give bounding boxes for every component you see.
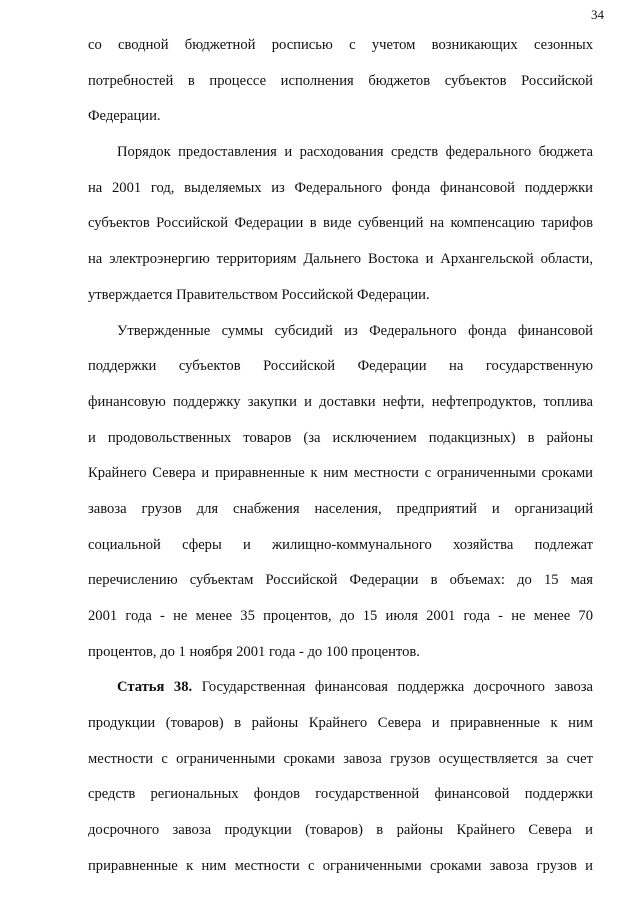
text-line: Утвержденные суммы субсидий из Федерального фонда финансовой	[117, 322, 593, 339]
article-first-line	[88, 670, 593, 706]
article-label: Статья 38.	[117, 679, 193, 696]
text-line: Порядок предоставления и расходования средств федерального бюджета	[117, 144, 593, 161]
text-line: потребностей в процессе исполнения бюджетов субъектов Российской	[88, 72, 593, 89]
article-text: Государственная финансовая поддержка досрочного завоза	[201, 679, 593, 696]
text-line: досрочного завоза продукции (товаров) в районы Крайнего Севера и	[88, 822, 593, 839]
text-line: завоза грузов для снабжения населения, предприятий и организаций	[88, 500, 593, 517]
text-line: на электроэнергию территориям Дальнего Востока и Архангельской области,	[88, 251, 593, 268]
text-line: 2001 года - не менее 35 процентов, до 15 июля 2001 года - не менее 70	[88, 608, 593, 624]
text-line: поддержки субъектов Российской Федерации на государственную	[88, 358, 593, 375]
text-line: местности с ограниченными сроками завоза грузов осуществляется за счет	[88, 750, 593, 767]
text-line: процентов, до 1 ноября 2001 года - до 100 процентов.	[88, 643, 420, 660]
text-line: средств региональных фондов государственной финансовой поддержки	[88, 786, 593, 803]
text-line: на 2001 год, выделяемых из Федерального фонда финансовой поддержки	[88, 179, 593, 196]
text-line: перечислению субъектам Российской Федерации в объемах: до 15 мая	[88, 572, 593, 589]
document-body	[88, 28, 593, 885]
text-line: финансовую поддержку закупки и доставки нефти, нефтепродуктов, топлива	[88, 393, 593, 410]
page-number: 34	[591, 7, 604, 22]
text-line: субъектов Российской Федерации в виде субвенций на компенсацию тарифов	[88, 215, 593, 232]
text-line: продукции (товаров) в районы Крайнего Севера и приравненные к ним	[88, 715, 593, 732]
text-line: со сводной бюджетной росписью с учетом возникающих сезонных	[88, 37, 593, 53]
text-line: утверждается Правительством Российской Федерации.	[88, 286, 430, 303]
text-line: Крайнего Севера и приравненные к ним местности с ограниченными сроками	[88, 465, 593, 482]
text-line: приравненные к ним местности с ограниченными сроками завоза грузов и	[88, 857, 593, 874]
text-line: Федерации.	[88, 108, 161, 125]
text-line: социальной сферы и жилищно-коммунального хозяйства подлежат	[88, 536, 593, 553]
text-line: и продовольственных товаров (за исключением подакцизных) в районы	[88, 429, 593, 446]
